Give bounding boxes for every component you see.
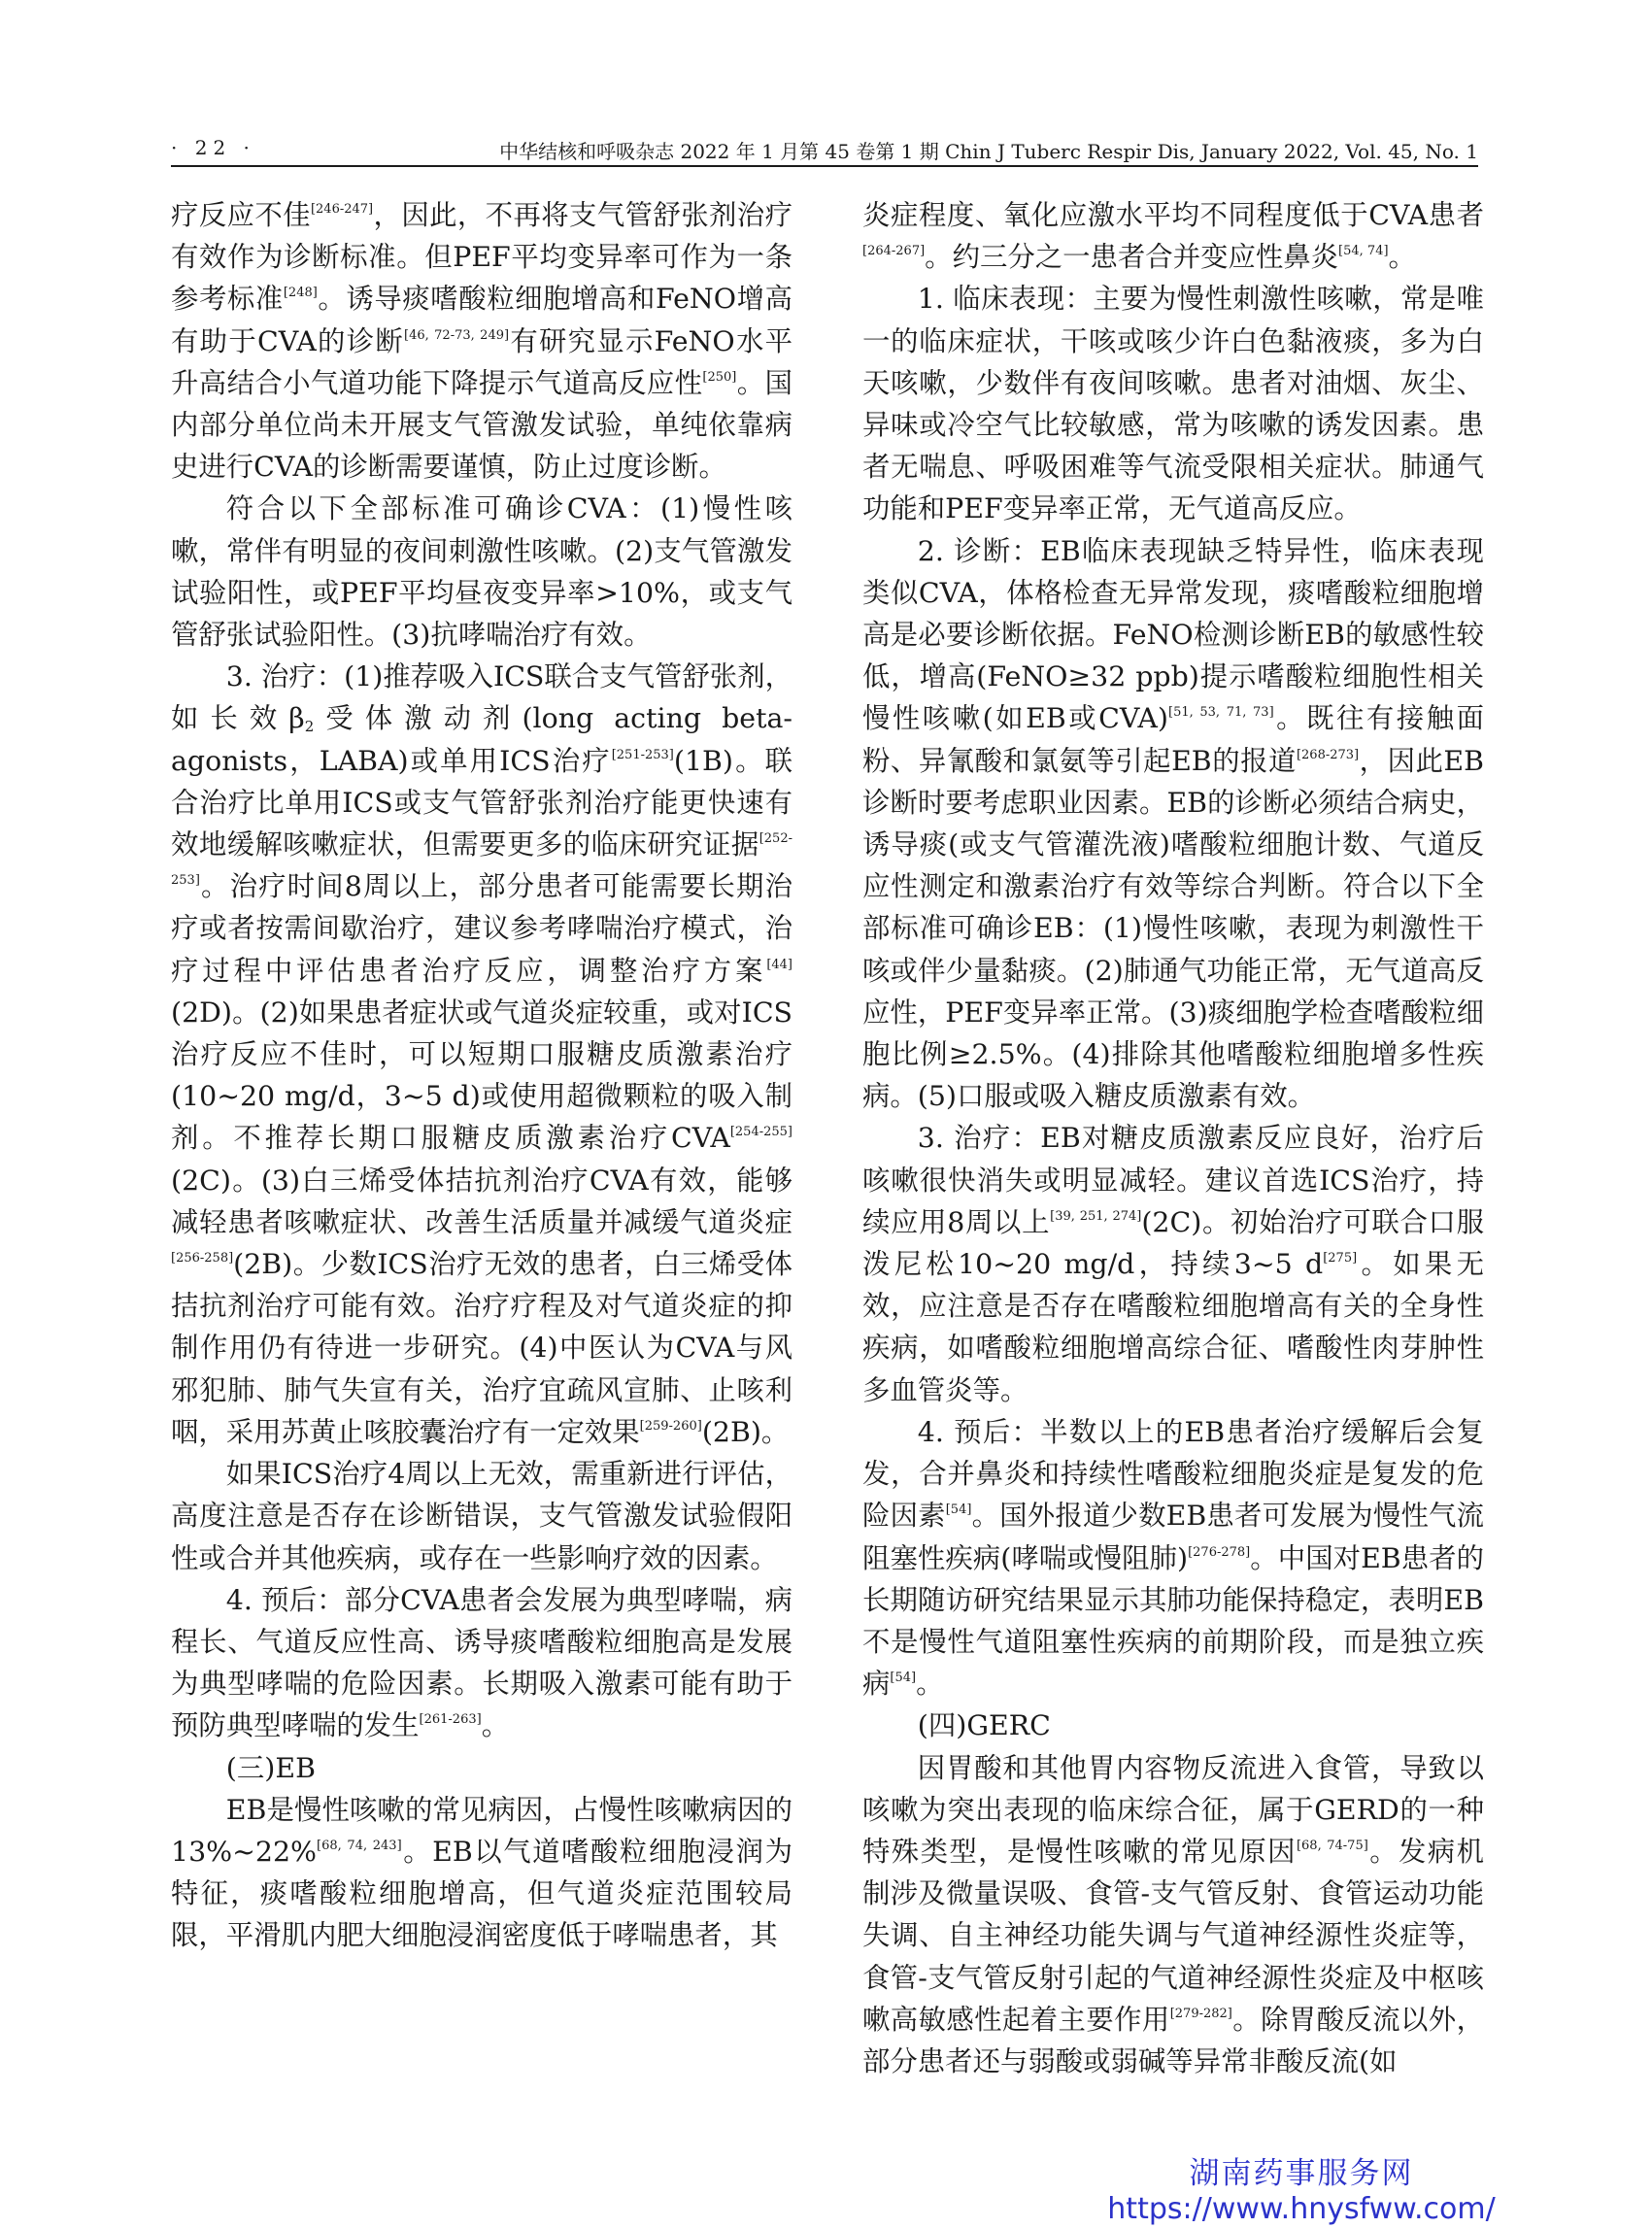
citation: [251-253] bbox=[611, 747, 674, 762]
watermark-site-name: 湖南药事服务网 bbox=[1189, 2156, 1414, 2191]
citation: [259-260] bbox=[639, 1418, 702, 1434]
citation: [248] bbox=[283, 286, 318, 301]
running-header bbox=[171, 132, 1478, 165]
paragraph: 炎症程度、氧化应激水平均不同程度低于CVA患者[264-267]。约三分之一患者合并变应性鼻炎[54, 74]。 bbox=[862, 199, 1484, 274]
citation: [252-253] bbox=[171, 831, 792, 889]
citation: [276-278] bbox=[1188, 1544, 1251, 1560]
citation: [250] bbox=[702, 369, 737, 385]
citation: [261-263] bbox=[419, 1712, 482, 1728]
citation: [246-247] bbox=[310, 202, 374, 217]
paragraph: 疗反应不佳[246-247]，因此，不再将支气管舒张剂治疗有效作为诊断标准。但PEF平均变异率可作为一条参考标准[248]。诱导痰嗜酸粒细胞增高和FeNO增高有助于CVA的诊断[46, 72-73, 249]有研究显示FeNO水平升高结合小气道功能下降提示气道高反应性[250]。国内部分单位尚未开展支气管激发试验，单纯依靠病史进行CVA的诊断需要谨慎，防止过度诊断。 bbox=[171, 199, 792, 484]
paragraph: 如果ICS治疗4周以上无效，需重新进行评估，高度注意是否存在诊断错误，支气管激发试验假阳性或合并其他疾病，或存在一些影响疗效的因素。 bbox=[171, 1458, 792, 1574]
right-column bbox=[862, 194, 1484, 2082]
paragraph: 符合以下全部标准可确诊CVA：(1)慢性咳嗽，常伴有明显的夜间刺激性咳嗽。(2)支气管激发试验阳性，或PEF平均昼夜变异率>10%，或支气管舒张试验阳性。(3)抗哮喘治疗有效。 bbox=[171, 492, 792, 652]
section-heading-eb: (三)EB bbox=[225, 1751, 316, 1784]
citation: [275] bbox=[1323, 1251, 1358, 1266]
citation: [254-255] bbox=[729, 1125, 792, 1140]
citation: [54] bbox=[890, 1671, 917, 1686]
paragraph: 1. 临床表现：主要为慢性刺激性咳嗽，常是唯一的临床症状，干咳或咳少许白色黏液痰，多为白天咳嗽，少数伴有夜间咳嗽。患者对油烟、灰尘、异味或冷空气比较敏感，常为咳嗽的诱发因素。患者无喘息、呼吸困难等气流受限相关症状。肺通气功能和PEF变异率正常，无气道高反应。 bbox=[862, 283, 1484, 525]
paragraph: 3. 治疗：EB对糖皮质激素反应良好，治疗后咳嗽很快消失或明显减轻。建议首选ICS治疗，持续应用8周以上[39, 251, 274](2C)。初始治疗可联合口服泼尼松10~20 mg/d，持续3~5 d[275]。如果无效，应注意是否存在嗜酸粒细胞增高有关的全身性疾病，如嗜酸粒细胞增高综合征、嗜酸性肉芽肿性多血管炎等。 bbox=[862, 1122, 1484, 1406]
citation: [51, 53, 71, 73] bbox=[1168, 705, 1274, 721]
citation: [68, 74-75] bbox=[1296, 1838, 1368, 1853]
citation: [264-267] bbox=[862, 244, 926, 259]
paragraph: 4. 预后：半数以上的EB患者治疗缓解后会复发，合并鼻炎和持续性嗜酸粒细胞炎症是复发的危险因素[54]。国外报道少数EB患者可发展为慢性气流阻塞性疾病(哮喘或慢阻肺)[276-278]。中国对EB患者的长期随访研究结果显示其肺功能保持稳定，表明EB不是慢性气道阻塞性疾病的前期阶段，而是独立疾病[54]。 bbox=[862, 1415, 1484, 1701]
journal-citation: 中华结核和呼吸杂志 2022 年 1 月第 45 卷第 1 期 Chin J Tuberc Respir Dis, January 2022, Vol. 45, No. 1 bbox=[499, 140, 1478, 163]
citation: [46, 72-73, 249] bbox=[404, 327, 510, 343]
paragraph: 4. 预后：部分CVA患者会发展为典型哮喘，病程长、气道反应性高、诱导痰嗜酸粒细胞高是发展为典型哮喘的危险因素。长期吸入激素可能有助于预防典型哮喘的发生[261-263]。 bbox=[171, 1583, 792, 1742]
citation: [54] bbox=[945, 1502, 972, 1518]
header-rule bbox=[171, 165, 1478, 167]
citation: [256-258] bbox=[171, 1251, 234, 1266]
left-column bbox=[171, 194, 792, 1957]
paragraph: 3. 治疗：(1)推荐吸入ICS联合支气管舒张剂，如长效$\beta_2$受体激动剂(long acting beta-agonists，LABA)或单用ICS治疗[251-253](1B)。联合治疗比单用ICS或支气管舒张剂治疗能更快速有效地缓解咳嗽症状，但需要更多的临床研究证据[252-253]。治疗时间8周以上，部分患者可能需要长期治疗或者按需间歇治疗，建议参考哮喘治疗模式，治疗过程中评估患者治疗反应，调整治疗方案[44](2D)。(2)如果患者症状或气道炎症较重，或对ICS治疗反应不佳时，可以短期口服糖皮质激素治疗(10~20 mg/d，3~5 d)或使用超微颗粒的吸入制剂。不推荐长期口服糖皮质激素治疗CVA[254-255](2C)。(3)白三烯受体拮抗剂治疗CVA有效，能够减轻患者咳嗽症状、改善生活质量并减缓气道炎症[256-258](2B)。少数ICS治疗无效的患者，白三烯受体拮抗剂治疗可能有效。治疗疗程及对气道炎症的抑制作用仍有待进一步研究。(4)中医认为CVA与风邪犯肺、肺气失宣有关，治疗宜疏风宣肺、止咳利咽，采用苏黄止咳胶囊治疗有一定效果[259-260](2B)。 bbox=[171, 660, 792, 1448]
watermark bbox=[1088, 2156, 1515, 2228]
citation: [44] bbox=[766, 957, 792, 972]
citation: [279-282] bbox=[1169, 2006, 1232, 2021]
paragraph: 因胃酸和其他胃内容物反流进入食管，导致以咳嗽为突出表现的临床综合征，属于GERD的一种特殊类型，是慢性咳嗽的常见原因[68, 74-75]。发病机制涉及微量误吸、食管-支气管反射、食管运动功能失调、自主神经功能失调与气道神经源性炎症等，食管-支气管反射引起的气道神经源性炎症及中枢咳嗽高敏感性起着主要作用[279-282]。除胃酸反流以外，部分患者还与弱酸或弱碱等异常非酸反流(如 bbox=[862, 1751, 1484, 2077]
section-heading-gerc: (四)GERC bbox=[917, 1709, 1051, 1742]
watermark-url[interactable]: https://www.hnysfww.com/ bbox=[1107, 2192, 1496, 2226]
paragraph: 2. 诊断：EB临床表现缺乏特异性，临床表现类似CVA，体格检查无异常发现，痰嗜酸粒细胞增高是必要诊断依据。FeNO检测诊断EB的敏感性较低，增高(FeNO≥32 ppb)提示嗜酸粒细胞性相关慢性咳嗽(如EB或CVA)[51, 53, 71, 73]。既往有接触面粉、异氰酸和氯氨等引起EB的报道[268-273]，因此EB诊断时要考虑职业因素。EB的诊断必须结合病史，诱导痰(或支气管灌洗液)嗜酸粒细胞计数、气道反应性测定和激素治疗有效等综合判断。符合以下全部标准可确诊EB：(1)慢性咳嗽，表现为刺激性干咳或伴少量黏痰。(2)肺通气功能正常，无气道高反应性，PEF变异率正常。(3)痰细胞学检查嗜酸粒细胞比例≥2.5%。(4)排除其他嗜酸粒细胞增多性疾病。(5)口服或吸入糖皮质激素有效。 bbox=[862, 534, 1484, 1113]
citation: [68, 74, 243] bbox=[317, 1838, 402, 1853]
page-number: · 22 · bbox=[171, 136, 255, 159]
citation: [54, 74] bbox=[1338, 244, 1389, 259]
citation: [39, 251, 274] bbox=[1050, 1208, 1142, 1224]
citation: [268-273] bbox=[1296, 747, 1360, 762]
paragraph: EB是慢性咳嗽的常见病因，占慢性咳嗽病因的13%~22%[68, 74, 243]。EB以气道嗜酸粒细胞浸润为特征，痰嗜酸粒细胞增高，但气道炎症范围较局限，平滑肌内肥大细胞浸润密度低于哮喘患者，其 bbox=[171, 1793, 792, 1952]
